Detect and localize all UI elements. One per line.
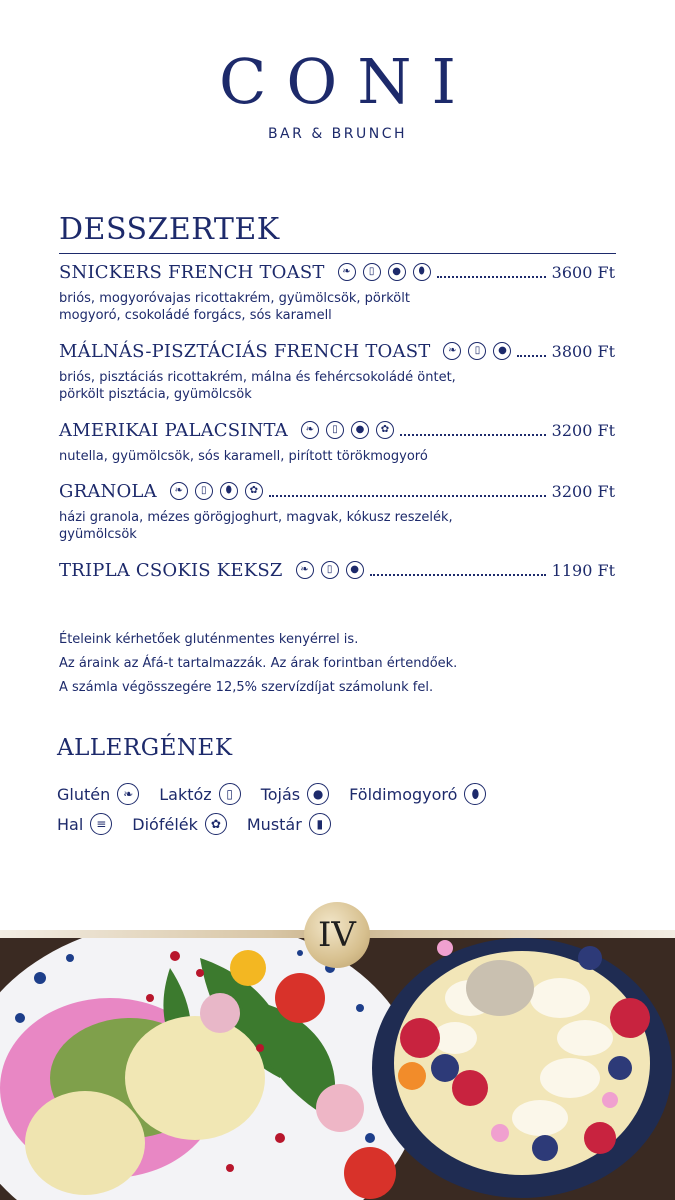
lactose-icon: ▯ [321,561,339,579]
nuts-icon: ✿ [205,813,227,835]
item-name: SNICKERS FRENCH TOAST [59,261,325,283]
gluten-icon: ❧ [170,482,188,500]
allergen-egg [261,783,329,805]
lactose-icon: ▯ [363,263,381,281]
allergen-label: Tojás [260,784,301,804]
note-line: A számla végösszegére 12,5% szervízdíjat számolunk fel. [59,680,434,695]
food-photo [0,938,675,1200]
item-description: nutella, gyümölcsök, sós karamell, pirított törökmogyoró [59,449,428,464]
allergen-label: Diófélék [132,814,198,834]
menu-item [59,479,615,543]
allergen-legend-row [57,783,506,805]
gluten-icon: ❧ [338,263,356,281]
item-description: házi granola, mézes görögjoghurt, magvak, kókusz reszelék, gyümölcsök [59,510,453,542]
allergen-nuts [132,813,227,835]
section-divider [59,253,616,254]
lactose-icon: ▯ [468,342,486,360]
gluten-icon: ❧ [301,421,319,439]
leader-dots [370,566,546,576]
allergen-peanut [349,783,486,805]
allergen-label: Hal [57,814,84,834]
lactose-icon: ▯ [326,421,344,439]
allergen-legend-row [57,813,351,835]
allergen-label: Laktóz [159,784,212,804]
mustard-icon: ▮ [309,813,331,835]
brand-name: CONI [218,45,476,118]
allergen-fish [57,813,112,835]
menu-notes [59,628,457,700]
food-photo-illustration [0,938,675,1200]
allergen-label: Földimogyoró [349,784,458,804]
allergen-mustard [247,813,331,835]
leader-dots [517,347,545,357]
egg-icon: ● [346,561,364,579]
leader-dots [437,268,546,278]
item-name: TRIPLA CSOKIS KEKSZ [59,559,283,581]
menu-item [59,339,615,403]
nuts-icon: ✿ [245,482,263,500]
item-name: GRANOLA [59,480,157,502]
brand-subtitle: BAR & BRUNCH [267,126,408,142]
item-name: MÁLNÁS-PISZTÁCIÁS FRENCH TOAST [59,340,431,362]
nuts-icon: ✿ [376,421,394,439]
allergen-label: Glutén [57,784,111,804]
menu-item [59,260,615,324]
gluten-icon: ❧ [443,342,461,360]
item-description: briós, pisztáciás ricottakrém, málna és fehércsokoládé öntet, pörkölt pisztácia, gyümölcsök [59,370,456,402]
menu-item [59,558,615,582]
menu-item [59,418,615,465]
lactose-icon: ▯ [195,482,213,500]
item-price: 3800 Ft [551,341,615,361]
section-title: DESSZERTEK [59,212,280,247]
allergen-lactose [159,783,240,805]
fish-icon: ≡ [90,813,112,835]
page-number-badge: IV [304,902,370,968]
egg-icon: ● [351,421,369,439]
note-line: Ételeink kérhetőek gluténmentes kenyérrel is. [59,632,359,647]
gluten-icon: ❧ [117,783,139,805]
allergens-title: ALLERGÉNEK [57,735,233,761]
egg-icon: ● [388,263,406,281]
note-line: Az áraink az Áfá-t tartalmazzák. Az árak forintban értendőek. [59,656,458,671]
item-price: 3200 Ft [551,420,615,440]
peanut-icon: ⬮ [413,263,431,281]
egg-icon: ● [493,342,511,360]
item-price: 1190 Ft [551,560,615,580]
peanut-icon: ⬮ [220,482,238,500]
leader-dots [400,426,546,436]
allergen-gluten [57,783,139,805]
item-name: AMERIKAI PALACSINTA [59,419,288,441]
gluten-icon: ❧ [296,561,314,579]
item-price: 3200 Ft [551,481,615,501]
lactose-icon: ▯ [219,783,241,805]
allergen-label: Mustár [246,814,302,834]
brand-logo [0,46,675,142]
peanut-icon: ⬮ [464,783,486,805]
egg-icon: ● [307,783,329,805]
leader-dots [269,487,546,497]
item-description: briós, mogyoróvajas ricottakrém, gyümölcsök, pörkölt mogyoró, csokoládé forgács, sós karamell [59,291,410,323]
item-price: 3600 Ft [551,262,615,282]
